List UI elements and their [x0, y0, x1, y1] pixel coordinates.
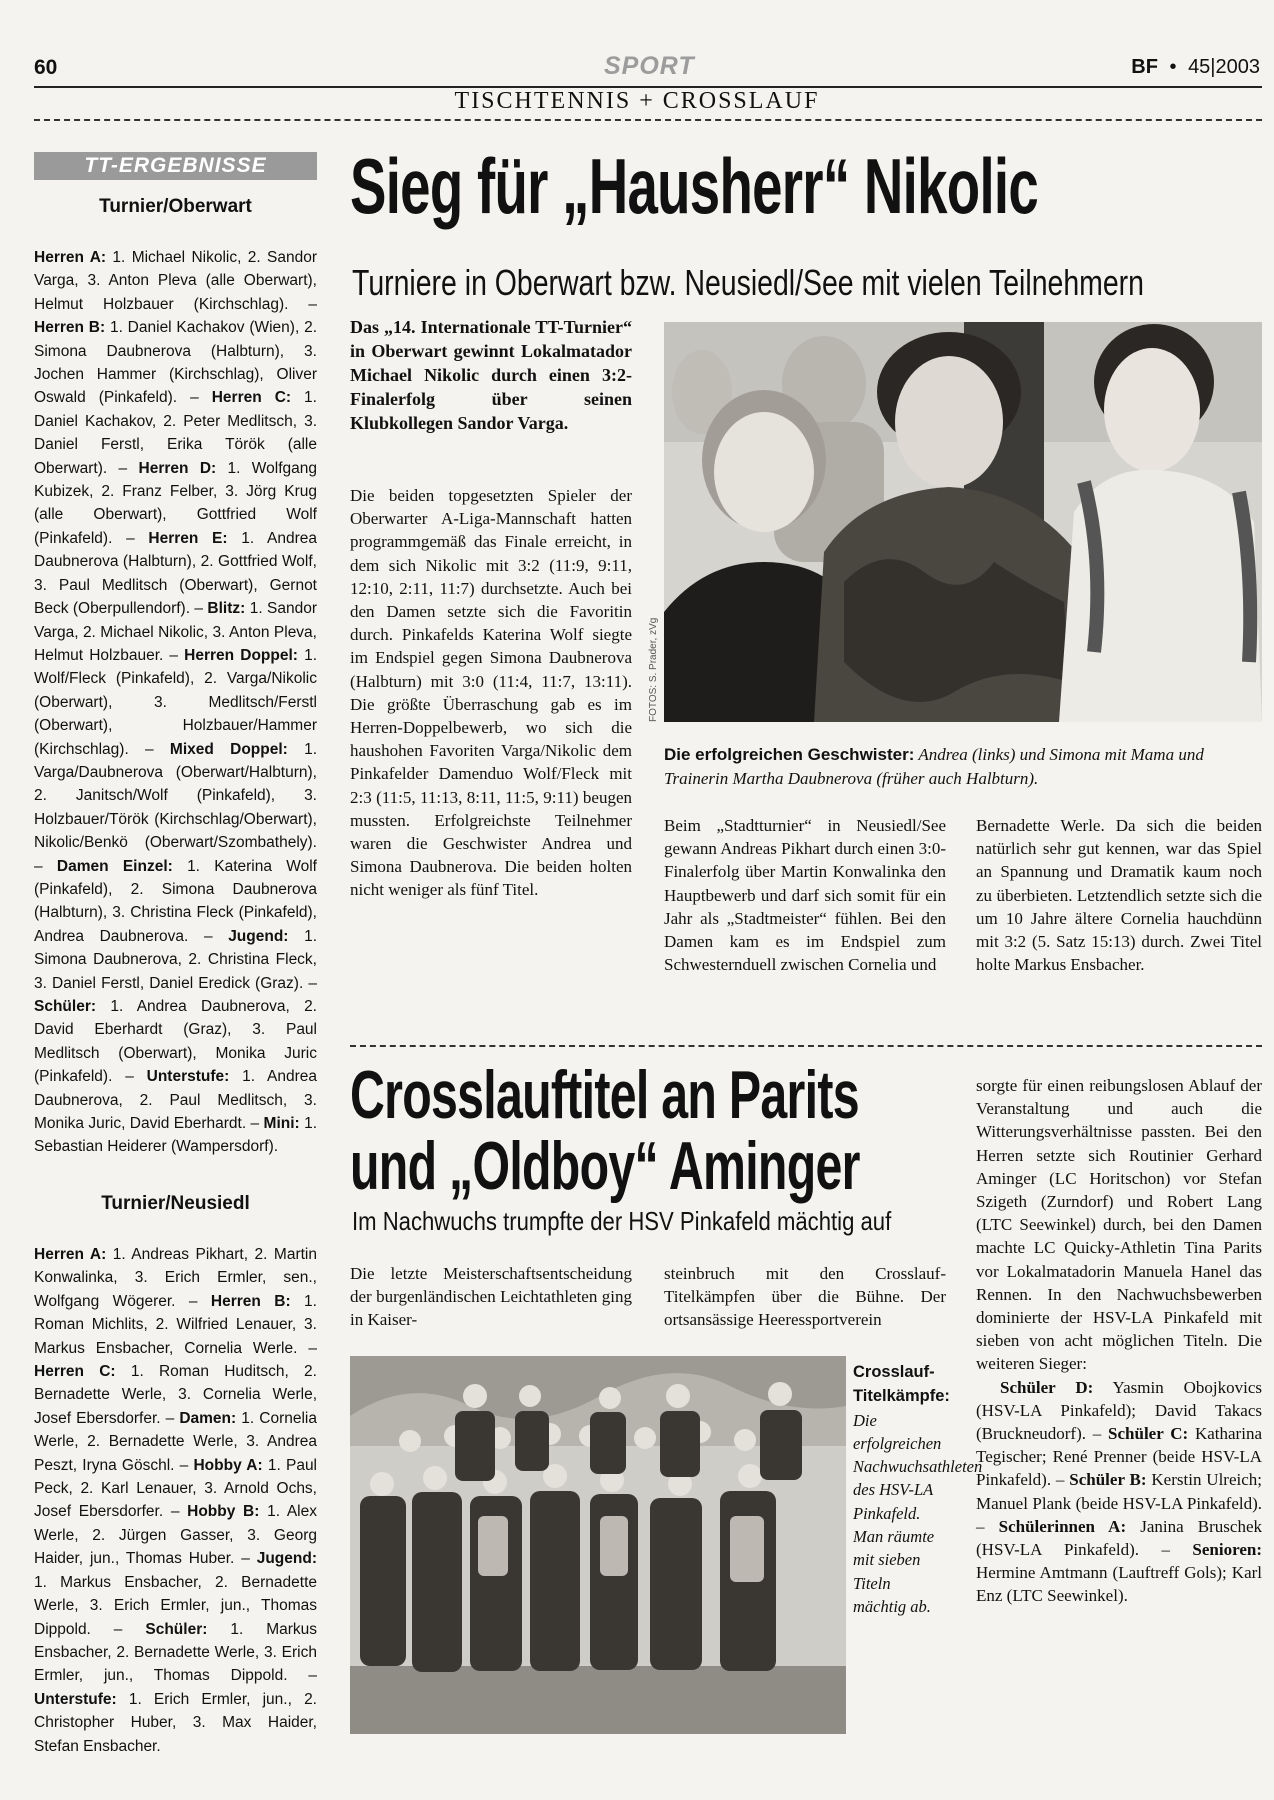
photo1-caption-text: Andrea (links) und Simona mit Mama und Trainerin Martha Daubnerova (früher auch Halbturn).: [664, 745, 1204, 788]
result-text: 1. Daniel Kachakov (Wien), 2. Simona Daubnerova (Halbturn), 3. Jochen Hammer (Kirchschlag), Oliver Oswald (Pinkafeld). –: [34, 319, 317, 407]
result-category: Herren Doppel:: [184, 646, 298, 664]
article1-headline: Sieg für „Hausherr“ Nikolic: [350, 142, 1039, 230]
issue-separator: •: [1169, 56, 1177, 78]
result-text: 1. Sebastian Heiderer (Wampersdorf).: [34, 1115, 318, 1156]
photo-credit: FOTOS: S. Prader, zVg: [648, 617, 659, 722]
result-text: 1. Varga/Daubnerova (Oberwart/Halbturn), 2. Janitsch/Wolf (Pinkafeld), 3. Holzbauer/Török (Kirchschlag/Oberwart), Nikolic/Benkö (Oberwart/Szombathely). –: [34, 740, 318, 875]
result-category: Damen:: [179, 1409, 237, 1427]
photo-crosslauf-team: [350, 1356, 846, 1734]
article1-body-col3: Bernadette Werle. Da sich die beiden natürlich sehr gut kennen, war das Spiel an Spannung und Dramatik kaum noch zu überbieten. Letztendlich setzte sich die um 10 Jahre ältere Cornelia hauchdünn mit 3:2 (5. Satz 15:13) durch. Zwei Titel holte Markus Ensbacher.: [976, 816, 1262, 975]
photo2-caption-text: Die erfolgreichen Nachwuchsathleten des HSV-LA Pinkafeld. Man räumte mit sieben Titeln mächtig ab.: [853, 1410, 983, 1616]
photo2-caption-bold: Crosslauf-Titelkämpfe:: [853, 1363, 950, 1406]
result-category: Herren A:: [34, 1246, 107, 1263]
result-category: Herren A:: [34, 249, 107, 266]
result-text: 1. Katerina Wolf (Pinkafeld), 2. Simona Daubnerova (Halbturn), 3. Christina Fleck (Pinkafeld), Andrea Daubnerova. –: [34, 857, 317, 945]
result-category: Jugend:: [256, 1550, 317, 1568]
result-category: Herren E:: [148, 529, 228, 547]
result-text: 1. Simona Daubnerova, 2. Christina Fleck, 3. Daniel Ferstl, Daniel Eredick (Graz). –: [34, 927, 318, 992]
result-text: 1. Erich Ermler, jun., 2. Christopher Huber, 3. Max Haider, Stefan Ensbacher.: [34, 1690, 317, 1755]
result-category: Schüler:: [145, 1620, 208, 1638]
result-text: 1. Andrea Daubnerova (Halbturn), 2. Gottfried Wolf, 3. Paul Medlitsch (Oberwart), Gernot Beck (Oberpullendorf). –: [34, 529, 317, 618]
result-text: Katharina Tegischer; René Prenner (beide HSV-LA Pinkafeld). –: [976, 1424, 1262, 1490]
photo1-caption: [664, 743, 1264, 790]
photo1-caption-bold: Die erfolgreichen Geschwister:: [664, 745, 915, 764]
result-category: Herren B:: [210, 1292, 291, 1310]
result-text: Kerstin Ulreich; Manuel Plank (beide HSV-LA Pinkafeld). –: [976, 1470, 1262, 1536]
article1-body-col1: Die beiden topgesetzten Spieler der Oberwarter A-Liga-Mannschaft hatten programmgemäß das Finale erreicht, in dem sich Nikolic mit 3:2 (11:9, 9:11, 12:10, 2:11, 11:7) durchsetzte. Auch bei den Damen setzte sich die Favoritin durch. Pinkafelds Katerina Wolf siegte im Endspiel gegen Simona Daubnerova (Halbturn) mit 3:0 (11:4, 11:7, 13:11). Die größte Überraschung gab es im Herren-Doppelbewerb, wo sich die haushohen Favoriten Varga/Nikolic dem Pinkafelder Damenduo Wolf/Fleck mit 2:3 (11:5, 11:13, 8:11, 11:5, 9:11) beugen mussten. Erfolgreichste Teilnehmer waren die Geschwister Andrea und Simona Daubnerova. Die beiden holten nicht weniger als fünf Titel.: [350, 486, 632, 900]
article2-subheadline: Im Nachwuchs trumpfte der HSV Pinkafeld mächtig auf: [352, 1206, 892, 1236]
result-text: 1. Wolfgang Kubizek, 2. Franz Felber, 3. Jörg Krug (alle Oberwart), Gottfried Wolf (Pinkafeld). –: [34, 459, 317, 547]
result-text: 1. Alex Werle, 2. Jürgen Gasser, 3. Georg Haider, jun., Thomas Huber. –: [34, 1503, 317, 1568]
issue-number: 45|2003: [1188, 56, 1260, 78]
result-category: Schülerinnen A:: [998, 1516, 1127, 1536]
result-text: 1. Wolf/Fleck (Pinkafeld), 2. Varga/Nikolic (Oberwart), 3. Medlitsch/Ferstl (Oberwart), Holzbauer/Hammer (Kirchschlag). –: [34, 646, 317, 758]
result-category: Herren C:: [211, 389, 292, 407]
result-category: Herren B:: [34, 319, 106, 337]
result-text: 1. Markus Ensbacher, 2. Bernadette Werle, 3. Erich Ermler, jun., Thomas Dippold. –: [34, 1573, 317, 1638]
result-text: 1. Cornelia Werle, 2. Bernadette Werle, 3. Andrea Peszt, Iryna Göschl. –: [34, 1409, 317, 1474]
result-category: Mini:: [263, 1115, 300, 1133]
header-dashed-rule: [34, 119, 1262, 121]
result-category: Herren D:: [138, 459, 217, 477]
sidebar-neusiedl-results: [34, 1243, 317, 1758]
result-category: Hobby B:: [187, 1503, 260, 1521]
result-category: Schüler:: [34, 998, 97, 1015]
result-category: Damen Einzel:: [56, 857, 173, 875]
result-text: 1. Paul Peck, 2. Karl Lenauer, 3. Arnold Ochs, Josef Ebersdorfer. –: [34, 1456, 318, 1521]
result-text: 1. Sandor Varga, 2. Michael Nikolic, 3. Anton Pleva, Helmut Holzbauer. –: [34, 600, 317, 664]
article2-body-col1: Die letzte Meisterschaftsentscheidung der burgenländischen Leichtathleten ging in Kaiser-: [350, 1264, 632, 1330]
article1-subheadline: Turniere in Oberwart bzw. Neusiedl/See mit vielen Teilnehmern: [352, 262, 1144, 303]
result-text: Yasmin Obojkovics (HSV-LA Pinkafeld); David Takacs (Bruckneudorf). –: [976, 1377, 1263, 1444]
result-category: Herren C:: [34, 1363, 116, 1381]
result-text: 1. Daniel Kachakov, 2. Peter Medlitsch, 3. Daniel Ferstl, Erika Török (alle Oberwart). –: [34, 389, 317, 477]
result-text: Janina Bruschek (HSV-LA Pinkafeld). –: [976, 1516, 1262, 1560]
result-text: 1. Markus Ensbacher, 2. Bernadette Werle, 3. Erich Ermler, jun., Thomas Dippold. –: [34, 1620, 318, 1685]
sidebar-oberwart-title: Turnier/Oberwart: [99, 196, 252, 217]
section-label: SPORT: [604, 52, 695, 80]
sidebar-label: TT-ERGEBNISSE: [34, 152, 317, 180]
photo-daubnerova-family: [664, 322, 1262, 722]
article2-headline-line2: und „Oldboy“ Aminger: [350, 1128, 860, 1204]
result-category: Unterstufe:: [34, 1690, 117, 1708]
article-divider: [350, 1045, 1262, 1047]
result-category: Mixed Doppel:: [169, 740, 288, 758]
article2-headline-line1: Crosslauftitel an Parits: [350, 1057, 859, 1133]
topic-label: TISCHTENNIS + CROSSLAUF: [454, 88, 820, 114]
photo-daubnerova-illustration: [664, 322, 1262, 722]
result-text: 1. Andrea Daubnerova, 2. Paul Medlitsch, 3. Monika Juric, David Eberhardt. –: [34, 1068, 317, 1133]
article1-lead: Das „14. Internationale TT-Turnier“ in Oberwart gewinnt Lokalmatador Michael Nikolic durch einen 3:2-Finalerfolg über seinen Klubkollegen Sandor Varga.: [350, 317, 632, 433]
publication-name: BF: [1131, 56, 1158, 78]
result-category: Schüler D:: [1000, 1377, 1094, 1397]
article2-results: [976, 1376, 1262, 1608]
result-category: Blitz:: [207, 600, 246, 618]
page-number: 60: [34, 56, 58, 79]
sidebar-neusiedl-title: Turnier/Neusiedl: [101, 1193, 250, 1214]
result-category: Senioren:: [1192, 1540, 1262, 1560]
photo-crosslauf-illustration: [350, 1356, 846, 1734]
sidebar-oberwart-results: [34, 246, 317, 1159]
article2-body-col3-text: sorgte für einen reibungslosen Ablauf der Veranstaltung und auch die Witterungsverhältnisse passten. Bei den Herren setzte sich Routinier Gerhard Aminger (LC Horitschon) vor Stefan Szigeth (Zurndorf) und Robert Lang (LTC Seewinkel) durch, bei den Damen machte LC Quicky-Athletin Tina Parits vor Lokalmatadorin Manuela Hanel das Rennen. In den Nachwuchsbewerben dominierte der HSV-LA Pinkafeld mit sieben von acht möglichen Titeln. Die weiteren Sieger:: [976, 1076, 1262, 1374]
result-category: Schüler B:: [1069, 1470, 1147, 1490]
result-category: Hobby A:: [193, 1456, 263, 1474]
result-category: Unterstufe:: [146, 1068, 230, 1086]
result-category: Schüler C:: [1108, 1424, 1189, 1444]
photo2-caption: [853, 1360, 983, 1618]
result-text: 1. Andrea Daubnerova, 2. David Eberhardt (Graz), 3. Paul Medlitsch (Oberwart), Monika Juric (Pinkafeld). –: [34, 998, 317, 1086]
article1-body-col2: Beim „Stadtturnier“ in Neusiedl/See gewann Andreas Pikhart durch einen 3:0-Finalerfolg über Martin Konwalinka den Hauptbewerb und darf sich somit für ein Jahr als „Stadtmeister“ fühlen. Bei den Damen kam es im Endspiel zum Schwesternduell zwischen Cornelia und: [664, 816, 946, 975]
article2-body-col2: steinbruch mit den Crosslauf-Titelkämpfen über die Bühne. Der ortsansässige Heeressportverein: [664, 1264, 946, 1330]
result-text: 1. Roman Michlits, 2. Wilfried Lenauer, 3. Markus Ensbacher, Cornelia Werle. –: [34, 1292, 317, 1357]
result-text: 1. Andreas Pikhart, 2. Martin Konwalinka, 3. Erich Ermler, sen., Wolfgang Wögerer. –: [34, 1246, 317, 1310]
result-text: 1. Michael Nikolic, 2. Sandor Varga, 3. Anton Pleva (alle Oberwart), Helmut Holzbauer (Kirchschlag). –: [34, 249, 317, 313]
result-text: 1. Roman Huditsch, 2. Bernadette Werle, 3. Cornelia Werle, Josef Ebersdorfer. –: [34, 1363, 317, 1427]
result-category: Jugend:: [228, 927, 289, 945]
result-text: Hermine Amtmann (Lauftreff Gols); Karl Enz (LTC Seewinkel).: [976, 1563, 1262, 1606]
article2-body-col3: [976, 1074, 1262, 1608]
publication-issue: [1131, 56, 1260, 79]
